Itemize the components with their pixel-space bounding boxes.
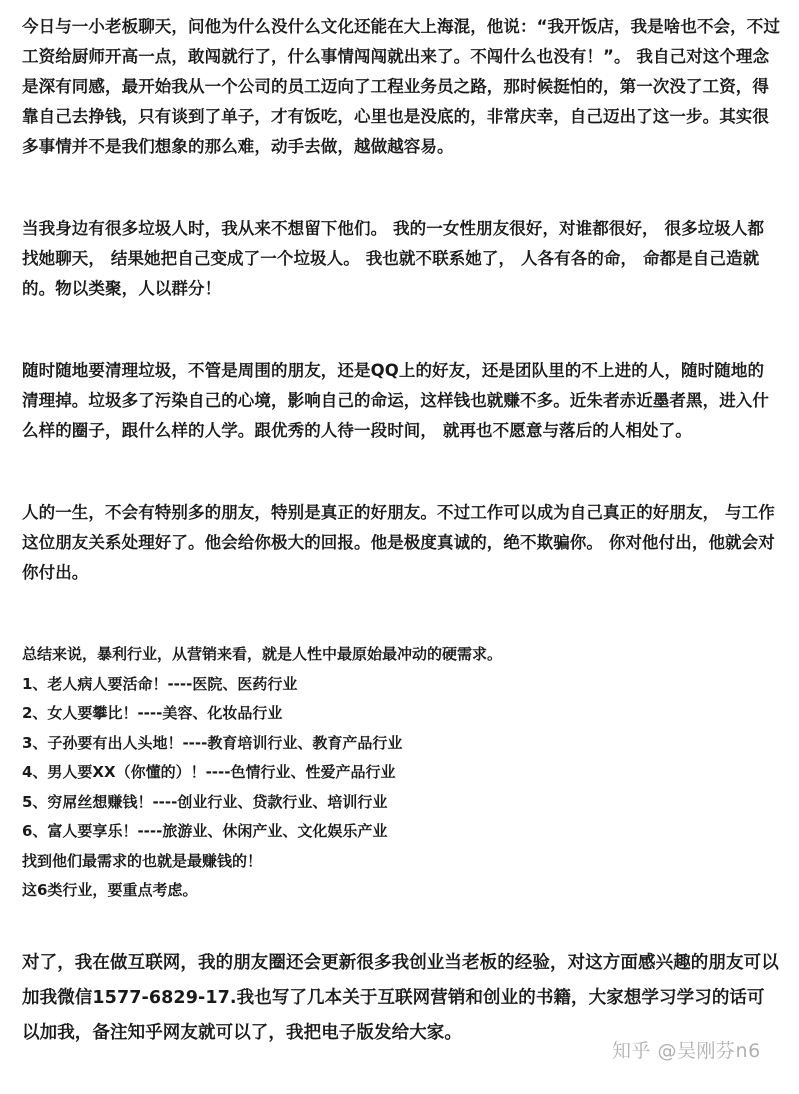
paragraph-closing-contact: 对了，我在做互联网，我的朋友圈还会更新很多我创业当老板的经验，对这方面感兴趣的朋友可以加我微信1577-6829-17.我也写了几本关于互联网营销和创业的书籍，大家想学习学习的话可以加我，备注知乎网友就可以了，我把电子版发给大家。	[22, 952, 779, 1043]
paragraph-clean-up: 随时随地要清理垃圾，不管是周围的朋友，还是QQ上的好友，还是团队里的不上进的人，随时随地的清理掉。垃圾多了污染自己的心境，影响自己的命运，这样钱也就赚不多。近朱者赤近墨者黑，进入什么样的圈子，跟什么样的人学。跟优秀的人待一段时间， 就再也不愿意与落后的人相处了。	[22, 361, 769, 440]
summary-outro-2: 这6类行业，要重点考虑。	[22, 881, 198, 899]
list-item: 1、老人病人要活命！----医院、医药行业	[22, 674, 298, 693]
zhihu-watermark: 知乎 @吴刚芬n6	[612, 1040, 761, 1062]
paragraph-garbage-people: 当我身边有很多垃圾人时，我从来不想留下他们。 我的一女性朋友很好，对谁都很好， 很多垃圾人都找她聊天， 结果她把自己变成了一个垃圾人。 我也就不联系她了， 人各有各的命， 命都是自己造就的。物以类聚，人以群分！	[22, 219, 765, 298]
list-item: 6、富人要享乐！----旅游业、休闲产业、文化娱乐产业	[22, 822, 388, 840]
summary-outro-1: 找到他们最需求的也就是最赚钱的！	[22, 851, 263, 870]
paragraph-boss-chat: 今日与一小老板聊天，问他为什么没什么文化还能在大上海混，他说：“我开饭店，我是啥也不会，不过工资给厨师开高一点，敢闯就行了，什么事情闯闯就出来了。不闯什么也没有！”。 我自己对这个理念是深有同感，最开始我从一个公司的员工迈向了工程业务员之路，那时候挺怕的，第一次没了工资，得靠自己去挣钱，只有谈到了单子，才有饭吃，心里也是没底的，非常庆幸，自己迈出了这一步。其实很多事情并不是我们想象的那么难，动手去做，越做越容易。	[22, 17, 780, 156]
list-item: 3、子孙要有出人头地！----教育培训行业、教育产品行业	[22, 733, 403, 752]
list-item: 4、男人要XX（你懂的）！----色情行业、性爱产品行业	[22, 763, 396, 781]
summary-intro: 总结来说，暴利行业，从营销来看，就是人性中最原始最冲动的硬需求。	[22, 645, 503, 663]
list-item: 2、女人要攀比！----美容、化妆品行业	[22, 704, 283, 722]
list-item: 5、穷屌丝想赚钱！----创业行业、贷款行业、培训行业	[22, 792, 388, 811]
summary-list	[22, 640, 780, 906]
paragraph-work-friend: 人的一生，不会有特别多的朋友，特别是真正的好朋友。不过工作可以成为自己真正的好朋友， 与工作这位朋友关系处理好了。他会给你极大的回报。他是极度真诚的，绝不欺骗你。 你对他付出，他就会对你付出。	[22, 503, 775, 582]
article-body	[22, 12, 780, 1051]
